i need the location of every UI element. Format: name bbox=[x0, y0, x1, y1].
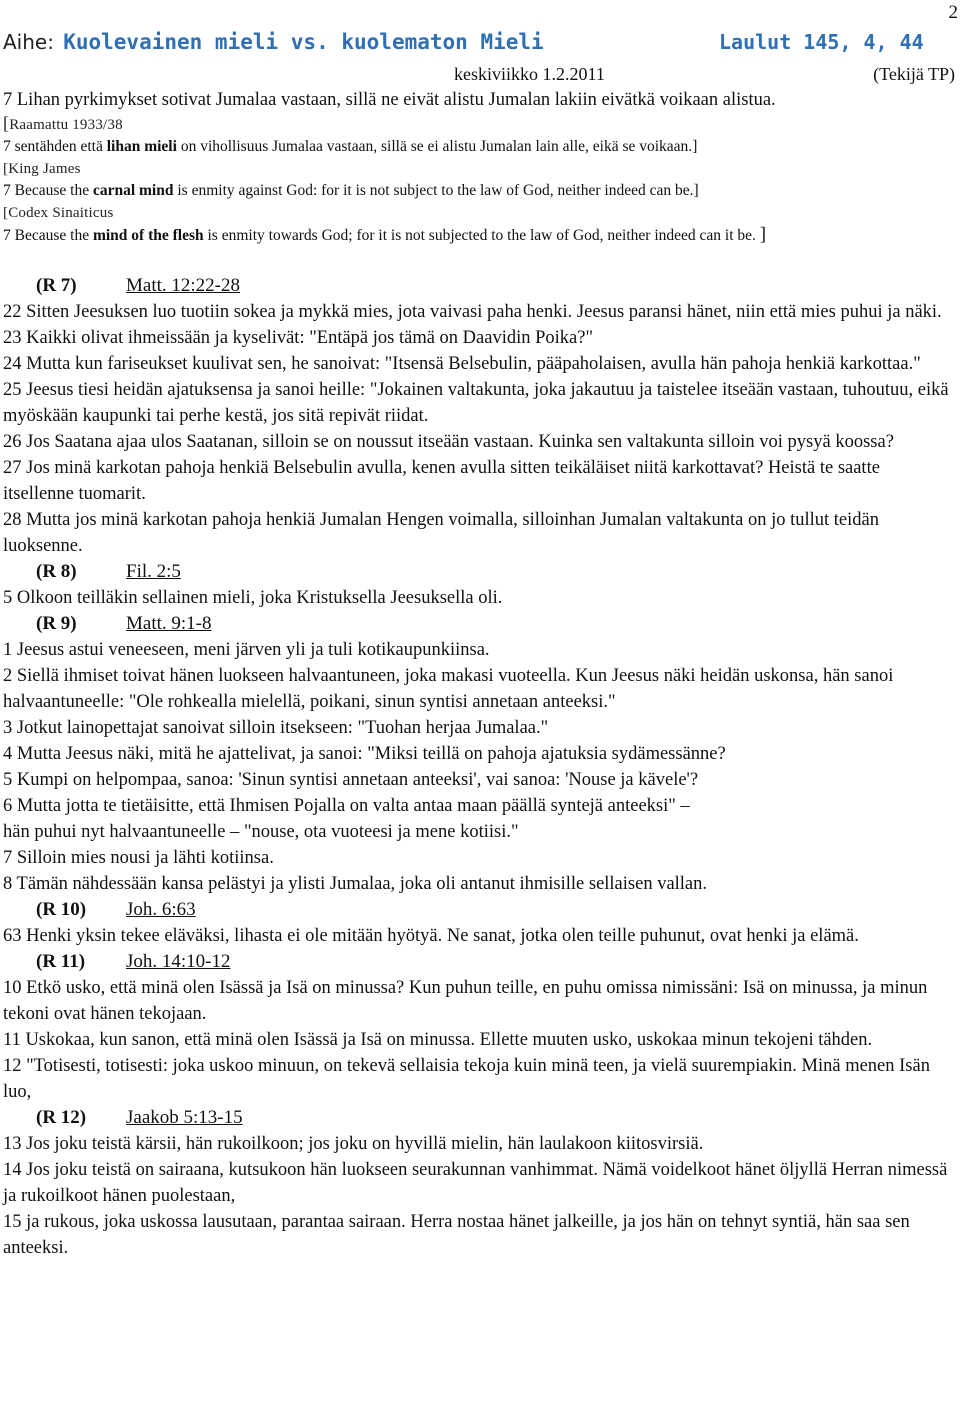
reading-number: (R 8) bbox=[36, 561, 77, 582]
verse: 8 Tämän nähdessään kansa pelästyi ja ylisti Jumalaa, joka oli antanut ihmisille sellaisen vallan. bbox=[3, 874, 708, 894]
source-label-codex: [Codex Sinaiticus bbox=[3, 205, 114, 221]
scripture-section bbox=[3, 949, 953, 1105]
verse: 12 "Totisesti, totisesti: joka uskoo minuun, on tekevä sellaisia tekoja kuin minä teen, ja vielä suurempiakin. Minä menen Isän luo, bbox=[3, 1056, 930, 1102]
reading-number: (R 7) bbox=[36, 275, 77, 296]
reading-number: (R 9) bbox=[36, 613, 77, 634]
verse: 4 Mutta Jeesus näki, mitä he ajattelivat, ja sanoi: "Miksi teillä on pahoja ajatuksia sydämessänne? bbox=[3, 744, 726, 764]
reading-number: (R 12) bbox=[36, 1107, 87, 1128]
verse: 5 Kumpi on helpompaa, sanoa: 'Sinun syntisi annetaan anteeksi', vai sanoa: 'Nouse ja kävele'? bbox=[3, 770, 699, 790]
author: (Tekijä TP) bbox=[873, 64, 955, 84]
scripture-section bbox=[3, 273, 953, 559]
verse: 22 Sitten Jeesuksen luo tuotiin sokea ja mykkä mies, jota vaivasi paha henki. Jeesus paransi hänet, niin että mies puhui ja näki. bbox=[3, 302, 942, 322]
verse: 28 Mutta jos minä karkotan pahoja henkiä Jumalan Hengen voimalla, silloinhan Jumalan valtakunta on jo tullut teidän luoksenne. bbox=[3, 510, 879, 556]
verse: 1 Jeesus astui veneeseen, meni järven yli ja tuli kotikaupunkiinsa. bbox=[3, 640, 490, 660]
verse-raamattu: 7 sentähden että lihan mieli on vihollisuus Jumalaa vastaan, sillä se ei alistu Jumalan lain alle, eikä se voikaan.] bbox=[3, 138, 698, 155]
intro-verse-fi: 7 Lihan pyrkimykset sotivat Jumalaa vastaan, sillä ne eivät alistu Jumalan lakiin eivätkä voikaan alistua. bbox=[3, 90, 776, 110]
scripture-sections bbox=[3, 273, 953, 1261]
verse-codex: 7 Because the mind of the flesh is enmity towards God; for it is not subjected to the law of God, neither indeed can it be. ] bbox=[3, 224, 767, 245]
scripture-section bbox=[3, 559, 953, 611]
scripture-section bbox=[3, 611, 953, 897]
section-heading bbox=[3, 949, 953, 975]
scripture-reference: Joh. 6:63 bbox=[126, 899, 196, 920]
header-date-line bbox=[0, 64, 955, 88]
aihe-label: Aihe: bbox=[3, 30, 54, 54]
verse: hän puhui nyt halvaantuneelle – "nouse, ota vuoteesi ja mene kotiisi." bbox=[3, 822, 519, 842]
header-topic-line bbox=[3, 30, 933, 58]
scripture-section bbox=[3, 1105, 953, 1261]
document-body bbox=[3, 88, 953, 1261]
section-heading bbox=[3, 897, 953, 923]
scripture-reference: Matt. 12:22-28 bbox=[126, 275, 240, 296]
source-label-kjv: [King James bbox=[3, 161, 81, 177]
scripture-reference: Jaakob 5:13-15 bbox=[126, 1107, 243, 1128]
date: keskiviikko 1.2.2011 bbox=[454, 64, 605, 84]
verse: 2 Siellä ihmiset toivat hänen luokseen halvaantuneen, joka makasi vuoteella. Kun Jeesus näki heidän uskonsa, hän sanoi halvaantuneelle: "Ole rohkealla mielellä, poikani, sinun syntisi annetaan anteeksi." bbox=[3, 666, 894, 712]
verse-kjv: 7 Because the carnal mind is enmity against God: for it is not subject to the law of God, neither indeed can be.] bbox=[3, 182, 699, 199]
verse: 11 Uskokaa, kun sanon, että minä olen Isässä ja Isä on minussa. Ellette muuten usko, uskokaa minun tekojeni tähden. bbox=[3, 1030, 873, 1050]
page-number: 2 bbox=[948, 2, 958, 23]
section-heading bbox=[3, 559, 953, 585]
verse: 3 Jotkut lainopettajat sanoivat silloin itsekseen: "Tuohan herjaa Jumalaa." bbox=[3, 718, 549, 738]
reading-number: (R 11) bbox=[36, 951, 86, 972]
source-label-raamattu: [Raamattu 1933/38 bbox=[3, 113, 123, 133]
verse: 10 Etkö usko, että minä olen Isässä ja Isä on minussa? Kun puhun teille, en puhu omissa nimissäni: Isä on minussa, ja minun tekoni ovat hänen tekojaan. bbox=[3, 978, 928, 1024]
verse: 24 Mutta kun fariseukset kuulivat sen, he sanoivat: "Itsensä Belsebulin, pääpaholaisen, avulla hän pahoja henkiä karkottaa." bbox=[3, 354, 921, 374]
verse: 5 Olkoon teilläkin sellainen mieli, joka Kristuksella Jeesuksella oli. bbox=[3, 588, 503, 608]
scripture-reference: Fil. 2:5 bbox=[126, 561, 181, 582]
verse: 13 Jos joku teistä kärsii, hän rukoilkoon; jos joku on hyvillä mielin, hän laulakoon kiitosvirsiä. bbox=[3, 1134, 704, 1154]
songs-list: Laulut 145, 4, 44 bbox=[719, 30, 924, 54]
verse: 14 Jos joku teistä on sairaana, kutsukoon hän luokseen seurakunnan vanhimmat. Nämä voidelkoot hänet öljyllä Herran nimessä ja rukoilkoot hänen puolestaan, bbox=[3, 1160, 948, 1206]
verse: 25 Jeesus tiesi heidän ajatuksensa ja sanoi heille: "Jokainen valtakunta, joka jakautuu ja taistelee itseään vastaan, tuhoutuu, eikä myöskään kaupunki tai perhe kestä, jos sitä repivät riidat. bbox=[3, 380, 949, 426]
verse: 6 Mutta jotta te tietäisitte, että Ihmisen Pojalla on valta antaa maan päällä syntejä anteeksi" – bbox=[3, 796, 690, 816]
verse: 23 Kaikki olivat ihmeissään ja kyselivät: "Entäpä jos tämä on Daavidin Poika?" bbox=[3, 328, 594, 348]
reading-number: (R 10) bbox=[36, 899, 87, 920]
section-heading bbox=[3, 273, 953, 299]
verse: 27 Jos minä karkotan pahoja henkiä Belsebulin avulla, kenen avulla sitten teikäläiset niitä karkottavat? Heistä te saatte itsellenne tuomarit. bbox=[3, 458, 880, 504]
verse: 15 ja rukous, joka uskossa lausutaan, parantaa sairaan. Herra nostaa hänet jalkeille, ja jos hän on tehnyt syntiä, hän saa sen anteeksi. bbox=[3, 1212, 910, 1258]
verse: 63 Henki yksin tekee eläväksi, lihasta ei ole mitään hyötyä. Ne sanat, jotka olen teille puhunut, ovat henki ja elämä. bbox=[3, 926, 859, 946]
verse: 26 Jos Saatana ajaa ulos Saatanan, silloin se on noussut itseään vastaan. Kuinka sen valtakunta silloin voi pysyä koossa? bbox=[3, 432, 894, 452]
topic-title: Kuolevainen mieli vs. kuolematon Mieli bbox=[63, 30, 544, 54]
verse: 7 Silloin mies nousi ja lähti kotiinsa. bbox=[3, 848, 274, 868]
section-heading bbox=[3, 1105, 953, 1131]
scripture-reference: Joh. 14:10-12 bbox=[126, 951, 231, 972]
scripture-section bbox=[3, 897, 953, 949]
section-heading bbox=[3, 611, 953, 637]
scripture-reference: Matt. 9:1-8 bbox=[126, 613, 212, 634]
